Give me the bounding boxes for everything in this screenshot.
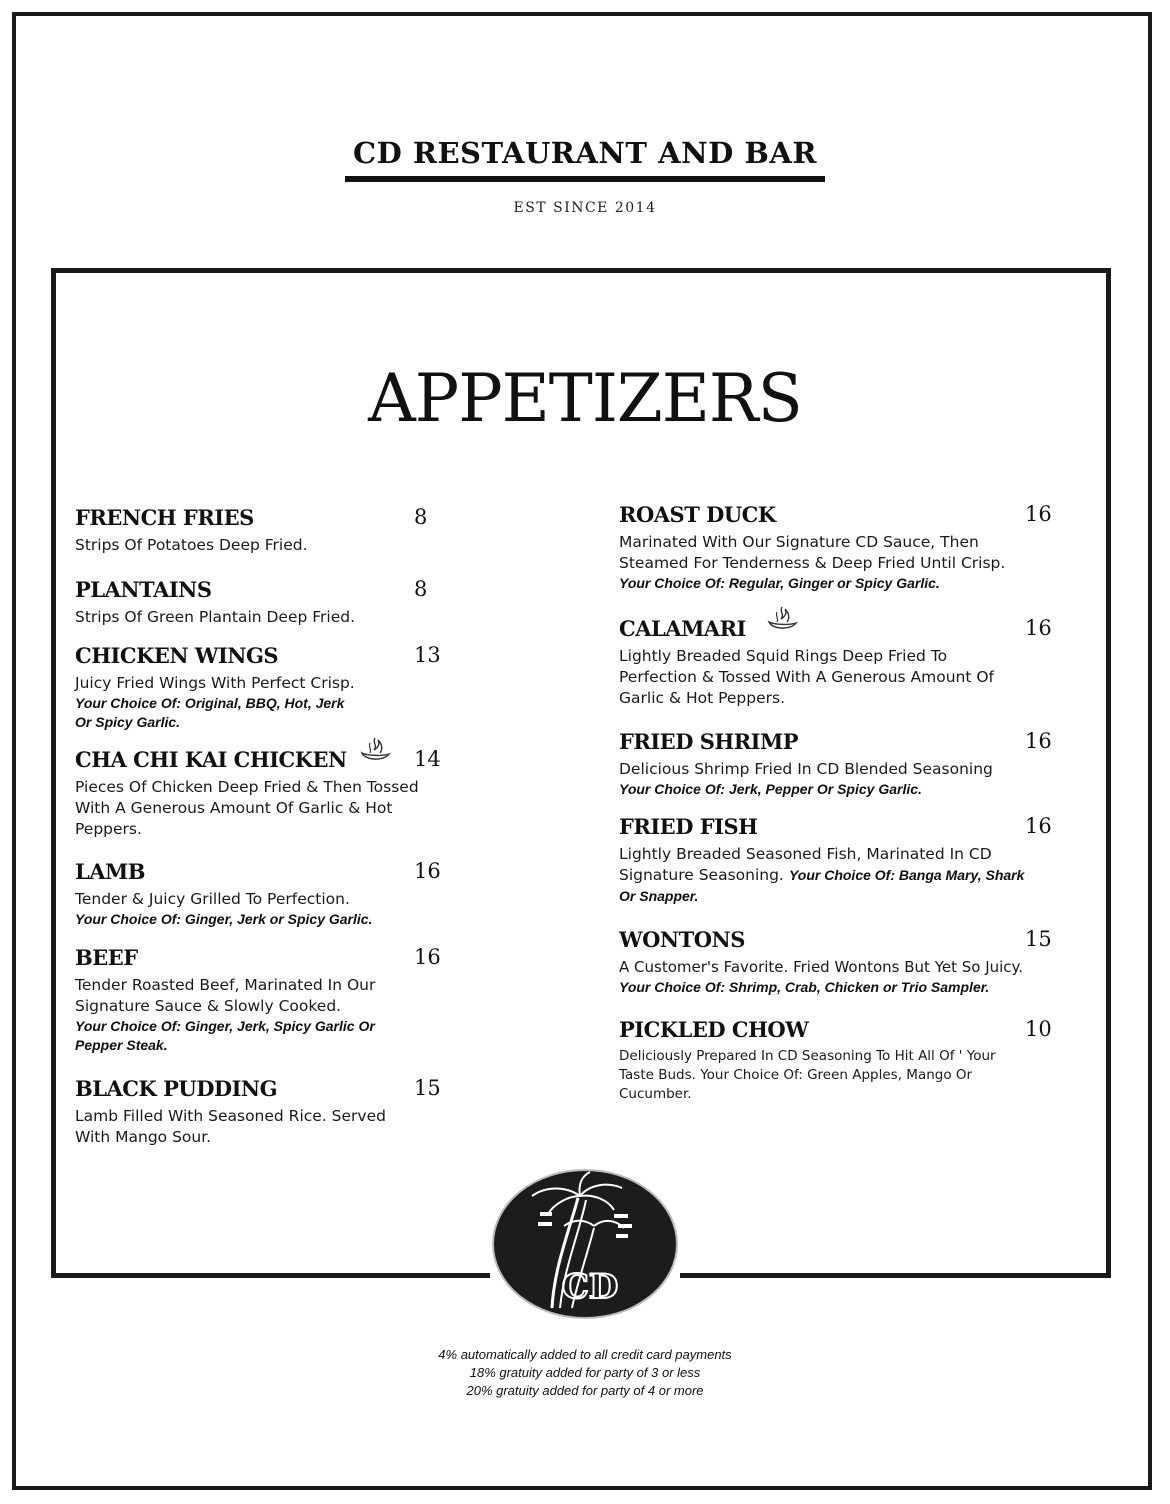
item-description: Strips Of Green Plantain Deep Fried.	[75, 608, 356, 626]
item-price: 8	[414, 505, 428, 529]
restaurant-name: CD RESTAURANT AND BAR	[345, 136, 825, 182]
menu-column-right	[619, 502, 1059, 1104]
menu-column-left	[75, 505, 445, 1148]
item-description: Strips Of Potatoes Deep Fried.	[75, 536, 308, 554]
menu-item	[75, 643, 445, 747]
item-name: WONTONS	[619, 927, 745, 952]
item-name: BEEF	[75, 945, 138, 970]
menu-item	[75, 945, 445, 1076]
item-name: FRENCH FRIES	[75, 505, 254, 530]
chili-flame-icon	[358, 735, 392, 769]
item-name: ROAST DUCK	[619, 502, 776, 527]
item-description: Tender Roasted Beef, Marinated In Our Signature Sauce & Slowly Cooked.	[75, 976, 376, 1015]
footer-note: 20% gratuity added for party of 4 or more	[466, 1383, 704, 1398]
item-name: LAMB	[75, 859, 146, 884]
item-price: 15	[1025, 927, 1052, 951]
item-choice: Your Choice Of: Ginger, Jerk or Spicy Garlic.	[75, 911, 373, 927]
item-price: 8	[414, 577, 428, 601]
item-price: 16	[1025, 616, 1052, 640]
item-name: PICKLED CHOW	[619, 1017, 809, 1042]
item-name: FRIED FISH	[619, 814, 758, 839]
item-choice: Your Choice Of: Jerk, Pepper Or Spicy Garlic.	[619, 781, 922, 797]
item-name: CALAMARI	[619, 616, 746, 641]
item-price: 16	[1025, 814, 1052, 838]
footer-note: 18% gratuity added for party of 3 or less	[469, 1365, 701, 1380]
item-choice: Your Choice Of: Shrimp, Crab, Chicken or Trio Sampler.	[619, 979, 990, 995]
item-description: Marinated With Our Signature CD Sauce, Then Steamed For Tenderness & Deep Fried Until Crisp.	[619, 533, 1006, 572]
header	[0, 136, 1170, 216]
menu-item	[619, 729, 1059, 814]
item-description: Lightly Breaded Seasoned Fish, Marinated In CD Signature Seasoning.	[619, 845, 992, 884]
item-description: Lightly Breaded Squid Rings Deep Fried To Perfection & Tossed With A Generous Amount Of Garlic & Hot Peppers.	[619, 647, 995, 707]
established-text: EST SINCE 2014	[513, 200, 657, 216]
section-title: APPETIZERS	[368, 360, 802, 437]
item-price: 16	[1025, 729, 1052, 753]
menu-item	[75, 577, 445, 643]
menu-item	[75, 505, 445, 577]
footer-note: 4% automatically added to all credit card payments	[438, 1347, 732, 1362]
item-price: 16	[1025, 502, 1052, 526]
item-description: Pieces Of Chicken Deep Fried & Then Tossed With A Generous Amount Of Garlic & Hot Peppers.	[75, 778, 419, 838]
item-description: Lamb Filled With Seasoned Rice. Served With Mango Sour.	[75, 1107, 386, 1146]
menu-item	[619, 814, 1059, 927]
item-price: 14	[414, 747, 441, 771]
menu-item	[619, 616, 1059, 729]
item-price: 15	[414, 1076, 441, 1100]
item-description: Tender & Juicy Grilled To Perfection.	[75, 890, 350, 908]
logo	[490, 1168, 680, 1320]
palm-tree-cd-logo-icon	[490, 1168, 680, 1320]
menu-item	[75, 1076, 445, 1148]
menu-item	[75, 859, 445, 945]
item-description: Deliciously Prepared In CD Seasoning To Hit All Of ' Your Taste Buds. Your Choice Of: Green Apples, Mango Or Cucumber.	[619, 1048, 996, 1102]
item-name: BLACK PUDDING	[75, 1076, 278, 1101]
item-price: 16	[414, 859, 441, 883]
item-name: FRIED SHRIMP	[619, 729, 799, 754]
footer	[0, 1346, 1170, 1400]
item-description: Juicy Fried Wings With Perfect Crisp.	[75, 674, 355, 692]
chili-flame-icon	[765, 604, 799, 638]
item-name: PLANTAINS	[75, 577, 212, 602]
item-choice: Your Choice Of: Ginger, Jerk, Spicy Garlic Or Pepper Steak.	[75, 1018, 375, 1053]
item-price: 16	[414, 945, 441, 969]
menu-item	[619, 1017, 1059, 1104]
item-choice: Your Choice Of: Banga Mary, Shark Or Snapper.	[619, 867, 1025, 904]
item-name: CHICKEN WINGS	[75, 643, 279, 668]
item-description: Delicious Shrimp Fried In CD Blended Seasoning	[619, 760, 993, 778]
item-choice: Your Choice Of: Original, BBQ, Hot, Jerk Or Spicy Garlic.	[75, 695, 345, 730]
item-price: 10	[1025, 1017, 1052, 1041]
item-choice: Your Choice Of: Regular, Ginger or Spicy Garlic.	[619, 575, 940, 591]
item-name: CHA CHI KAI CHICKEN	[75, 747, 347, 772]
item-description: A Customer's Favorite. Fried Wontons But Yet So Juicy.	[619, 958, 1024, 976]
menu-item	[619, 927, 1059, 1017]
menu-item	[75, 747, 445, 859]
logo-lettering: CD	[561, 1267, 619, 1307]
item-price: 13	[414, 643, 441, 667]
menu-item	[619, 502, 1059, 616]
